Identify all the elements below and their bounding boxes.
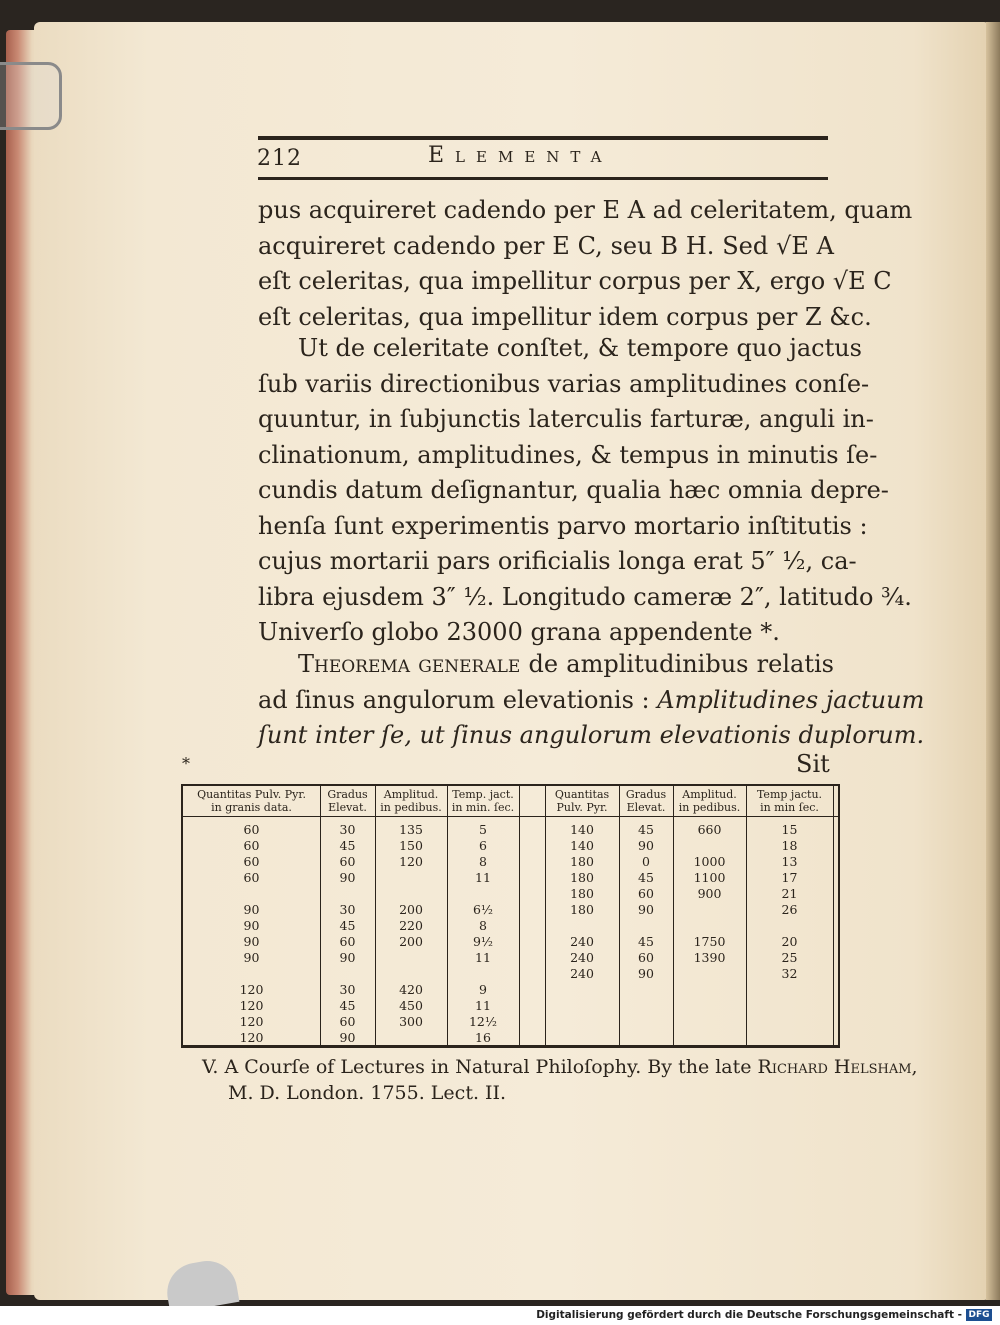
table-cell: 60 <box>638 886 654 901</box>
text-line: acquireret cadendo per E C, seu B H. Sed √E A <box>258 231 834 260</box>
funding-credit: Digitalisierung gefördert durch die Deutsche Forschungsgemeinschaft - <box>536 1309 962 1321</box>
table-header-cell: Amplitud. in pedibus. <box>678 788 741 814</box>
table-cell: 300 <box>399 1014 423 1029</box>
footnote-author: Richard Helsham, <box>757 1056 918 1078</box>
experiment-table <box>181 784 840 1048</box>
table-cell: 200 <box>399 934 423 949</box>
table-cell: 120 <box>239 982 264 997</box>
text-line: quuntur, in ſubjunctis laterculis farturæ, anguli in- <box>258 405 874 433</box>
table-cell: 240 <box>570 934 594 949</box>
table-cell: 45 <box>339 838 356 853</box>
table-column-rule <box>833 786 834 1045</box>
table-cell: 60 <box>243 870 260 885</box>
text-line: clinationum, amplitudines, & tempus in minutis ſe- <box>258 440 878 469</box>
book-gutter <box>986 22 1000 1300</box>
theorem-text: de amplitudinibus relatis <box>520 650 834 678</box>
table-cell: 11 <box>475 950 491 965</box>
header-rule-top <box>258 136 828 140</box>
table-cell: 11 <box>475 870 491 885</box>
table-cell: 90 <box>638 966 654 981</box>
table-cell: 26 <box>781 902 798 917</box>
table-cell: 18 <box>781 838 798 853</box>
running-title: Elementa <box>428 143 613 168</box>
table-cell: 0 <box>642 854 650 869</box>
table-cell: 1100 <box>693 870 726 885</box>
table-cell: 9 <box>479 982 487 997</box>
text-line <box>258 647 834 683</box>
table-header-cell: Gradus Elevat. <box>327 788 368 814</box>
table-cell: 11 <box>475 998 491 1013</box>
table-cell: 60 <box>339 854 356 869</box>
table-cell: 1000 <box>693 854 726 869</box>
table-cell: 30 <box>339 822 356 837</box>
table-cell: 45 <box>339 998 356 1013</box>
table-cell: 45 <box>339 918 356 933</box>
text-line <box>258 683 925 719</box>
table-cell: 8 <box>479 854 487 869</box>
table-cell: 200 <box>399 902 423 917</box>
table-cell: 120 <box>239 998 264 1013</box>
table-cell: 12½ <box>468 1014 498 1029</box>
table-header-cell: Temp. jact. in min. ſec. <box>451 788 515 814</box>
table-cell: 180 <box>570 902 594 917</box>
table-cell: 60 <box>243 822 260 837</box>
table-header-cell: Gradus Elevat. <box>625 788 667 814</box>
table-cell: 90 <box>339 1030 356 1045</box>
table-cell: 32 <box>781 966 798 981</box>
table-cell: 21 <box>781 886 798 901</box>
table-cell: 220 <box>399 918 423 933</box>
table-cell: 120 <box>239 1014 264 1029</box>
dfg-logo: DFG <box>966 1309 992 1321</box>
table-cell: 240 <box>570 950 594 965</box>
table-cell: 660 <box>697 822 722 837</box>
table-cell: 25 <box>781 950 798 965</box>
table-cell: 6 <box>479 838 487 853</box>
page-number: 212 <box>257 146 302 171</box>
table-cell: 90 <box>638 902 654 917</box>
table-cell: 180 <box>570 886 594 901</box>
table-cell: 9½ <box>472 934 494 949</box>
footnote-line-2: M. D. London. 1755. Lect. II. <box>228 1082 507 1104</box>
text-line: eſt celeritas, qua impellitur corpus per X, ergo √E C <box>258 267 892 295</box>
table-cell: 45 <box>638 934 654 949</box>
table-cell: 240 <box>570 966 594 981</box>
table-cell: 30 <box>339 902 356 917</box>
table-cell: 60 <box>339 934 356 949</box>
text-line: eſt celeritas, qua impellitur idem corpus per Z &c. <box>258 302 872 331</box>
theorem-text: ad ſinus angulorum elevationis : <box>258 685 658 714</box>
table-header-rule <box>183 816 838 817</box>
table-cell: 135 <box>399 822 423 837</box>
table-cell: 8 <box>479 918 487 933</box>
table-cell: 120 <box>239 1030 264 1045</box>
table-cell: 16 <box>475 1030 491 1045</box>
table-cell: 45 <box>638 870 654 885</box>
table-cell: 90 <box>339 870 356 885</box>
table-cell: 60 <box>243 854 260 869</box>
table-cell: 60 <box>339 1014 356 1029</box>
text-line: Univerſo globo 23000 grana appendente *. <box>258 618 780 646</box>
table-cell: 20 <box>781 934 798 949</box>
table-cell: 90 <box>243 902 260 917</box>
table-header-cell: Amplitud. in pedibus. <box>380 788 442 814</box>
theorem-statement: Amplitudines jactuum <box>657 685 925 714</box>
table-cell: 420 <box>399 982 423 997</box>
table-cell: 90 <box>339 950 356 965</box>
table-cell: 180 <box>570 870 594 885</box>
paragraph-1 <box>258 193 913 335</box>
table-cell: 30 <box>339 982 356 997</box>
paragraph-2 <box>258 331 912 651</box>
theorem-statement: ſunt inter ſe, ut ſinus angulorum elevationis duplorum. <box>258 721 925 749</box>
table-cell: 90 <box>243 950 260 965</box>
header-rule-bottom <box>258 177 828 180</box>
text-line: Ut de celeritate conſtet, & tempore quo jactus <box>298 334 862 362</box>
table-cell: 90 <box>243 934 260 949</box>
table-cell: 60 <box>638 950 654 965</box>
table-cell: 90 <box>638 838 654 853</box>
text-line: cundis datum deſignantur, qualia hæc omnia depre- <box>258 476 889 504</box>
catchword: Sit <box>796 750 830 778</box>
table-header-cell: Temp jactu. in min ſec. <box>756 788 823 814</box>
table-cell: 140 <box>570 838 594 853</box>
table-cell: 140 <box>570 822 594 837</box>
table-header-cell: Quantitas Pulv. Pyr. in granis data. <box>197 788 306 814</box>
table-header-cell: Quantitas Pulv. Pyr. <box>554 788 610 814</box>
table-cell: 180 <box>570 854 594 869</box>
theorem-paragraph <box>258 647 925 754</box>
table-cell: 45 <box>638 822 654 837</box>
text-line: cujus mortarii pars orificialis longa erat 5″ ½, ca- <box>258 547 857 575</box>
footnote-line-1 <box>202 1054 918 1081</box>
table-cell: 17 <box>781 870 798 885</box>
table-cell: 15 <box>781 822 798 837</box>
table-cell: 90 <box>243 918 260 933</box>
text-line: henſa ſunt experimentis parvo mortario inſtitutis : <box>258 511 868 540</box>
theorem-label: Theorema generale <box>298 650 521 678</box>
text-line: pus acquireret cadendo per E A ad celeritatem, quam <box>258 196 913 224</box>
text-line: libra ejusdem 3″ ½. Longitudo cameræ 2″, latitudo ¾. <box>258 582 912 611</box>
table-cell: 1390 <box>693 950 726 965</box>
table-cell: 5 <box>479 822 487 837</box>
table-cell: 900 <box>697 886 722 901</box>
table-column-rule <box>519 786 520 1045</box>
table-cell: 1750 <box>693 934 726 949</box>
table-cell: 6½ <box>472 902 494 917</box>
text-line: ſub variis directionibus varias amplitudines conſe- <box>258 369 870 398</box>
footnote-text: V. A Courſe of Lectures in Natural Philoſophy. By the late <box>202 1056 758 1078</box>
table-cell: 150 <box>399 838 423 853</box>
footnote-marker: * <box>182 754 190 773</box>
table-cell: 60 <box>243 838 260 853</box>
table-cell: 13 <box>781 854 798 869</box>
clip-tab <box>0 62 62 130</box>
table-cell: 450 <box>399 998 423 1013</box>
table-cell: 120 <box>399 854 423 869</box>
